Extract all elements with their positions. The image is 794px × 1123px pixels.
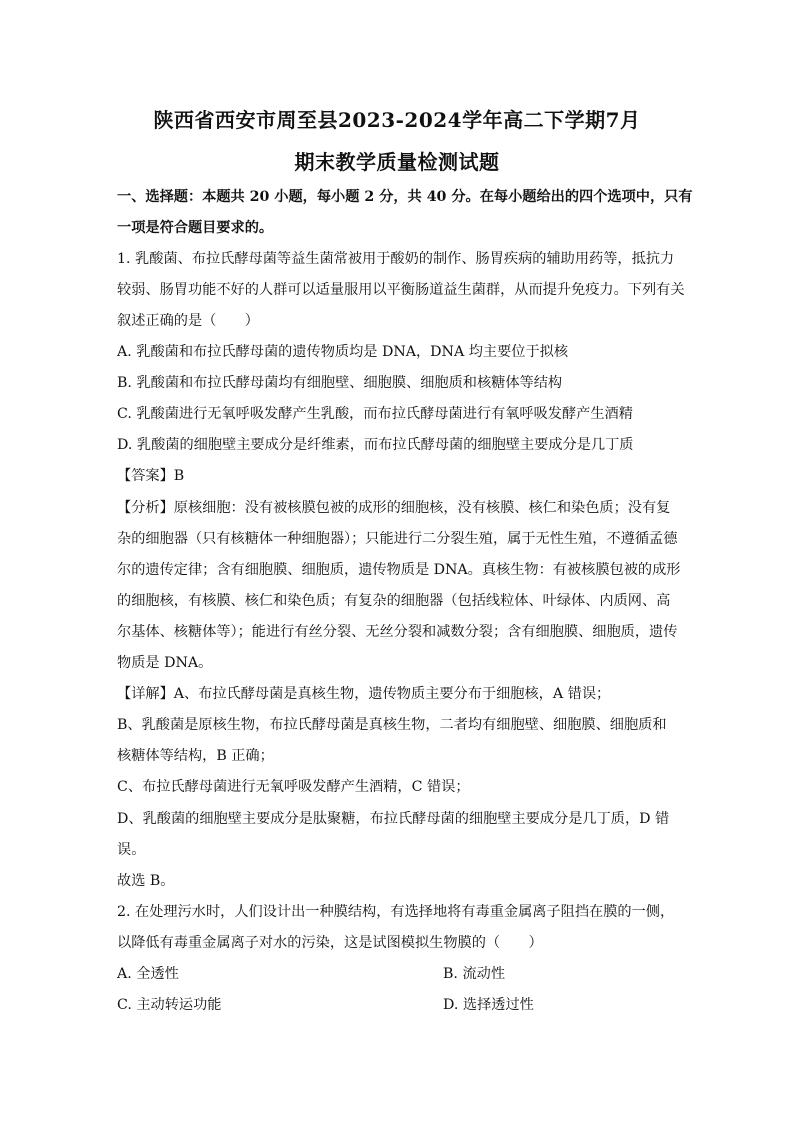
q1-detail-line: 核糖体等结构，B 正确；	[117, 748, 274, 764]
q1-analysis-line: 尔基体、核糖体等）；能进行有丝分裂、无丝分裂和减数分裂；含有细胞膜、细胞质，遗传	[117, 624, 678, 640]
q2-stem-line: 2. 在处理污水时，人们设计出一种膜结构，有选择地将有毒重金属离子阻挡在膜的一侧，	[117, 904, 675, 920]
q1-stem-line: 叙述正确的是（ ）	[117, 313, 259, 329]
q1-detail-line: B、乳酸菌是原核生物，布拉氏酵母菌是真核生物，二者均有细胞壁、细胞膜、细胞质和	[117, 717, 667, 733]
q2-option-a: A. 全透性	[117, 966, 179, 982]
q1-answer: 【答案】B	[117, 468, 185, 484]
q1-detail-line: D、乳酸菌的细胞壁主要成分是肽聚糖，布拉氏酵母菌的细胞壁主要成分是几丁质，D 错	[117, 811, 670, 827]
q1-analysis-line: 尔的遗传定律；含有细胞膜、细胞质，遗传物质是 DNA。真核生物：有被核膜包被的成形	[117, 562, 681, 578]
q2-option-b: B. 流动性	[443, 966, 506, 982]
q1-option-a: A. 乳酸菌和布拉氏酵母菌的遗传物质均是 DNA，DNA 均主要位于拟核	[117, 344, 569, 360]
q1-conclusion: 故选 B。	[117, 873, 175, 889]
q1-option-c: C. 乳酸菌进行无氧呼吸发酵产生乳酸，而布拉氏酵母菌进行有氧呼吸发酵产生酒精	[117, 406, 633, 422]
q2-stem-line: 以降低有毒重金属离子对水的污染，这是试图模拟生物膜的（ ）	[117, 935, 543, 951]
q1-detail-line: 误。	[117, 842, 146, 858]
q1-option-b: B. 乳酸菌和布拉氏酵母菌均有细胞壁、细胞膜、细胞质和核糖体等结构	[117, 375, 563, 391]
q1-stem-line: 1. 乳酸菌、布拉氏酵母菌等益生菌常被用于酸奶的制作、肠胃疾病的辅助用药等，抵抗力	[117, 251, 675, 267]
doc-title-line-2: 期末教学质量检测试题	[294, 150, 500, 174]
doc-title-line-1: 陕西省西安市周至县2023-2024学年高二下学期7月	[153, 108, 641, 132]
q2-option-c: C. 主动转运功能	[117, 997, 222, 1013]
q2-option-d: D. 选择透过性	[443, 997, 534, 1013]
section-heading: 一、选择题：本题共 20 小题，每小题 2 分，共 40 分。在每小题给出的四个选项中，只有	[117, 189, 693, 205]
q1-analysis-line: 物质是 DNA。	[117, 655, 213, 671]
q1-analysis-line: 的细胞核，有核膜、核仁和染色质；有复杂的细胞器（包括线粒体、叶绿体、内质网、高	[117, 593, 671, 609]
q1-analysis-line: 杂的细胞器（只有核糖体一种细胞器）；只能进行二分裂生殖，属于无性生殖，不遵循孟德	[117, 531, 678, 547]
q1-stem-line: 较弱、肠胃功能不好的人群可以适量服用以平衡肠道益生菌群，从而提升免疫力。下列有关	[117, 282, 685, 298]
q1-option-d: D. 乳酸菌的细胞壁主要成分是纤维素，而布拉氏酵母菌的细胞壁主要成分是几丁质	[117, 437, 634, 453]
q1-detail-line: C、布拉氏酵母菌进行无氧呼吸发酵产生酒精，C 错误；	[117, 779, 470, 795]
q1-analysis-line: 【分析】原核细胞：没有被核膜包被的成形的细胞核，没有核膜、核仁和染色质；没有复	[117, 500, 671, 516]
q1-detail-line: 【详解】A、布拉氏酵母菌是真核生物，遗传物质主要分布于细胞核，A 错误；	[117, 686, 611, 702]
section-heading-cont: 一项是符合题目要求的。	[117, 220, 274, 236]
